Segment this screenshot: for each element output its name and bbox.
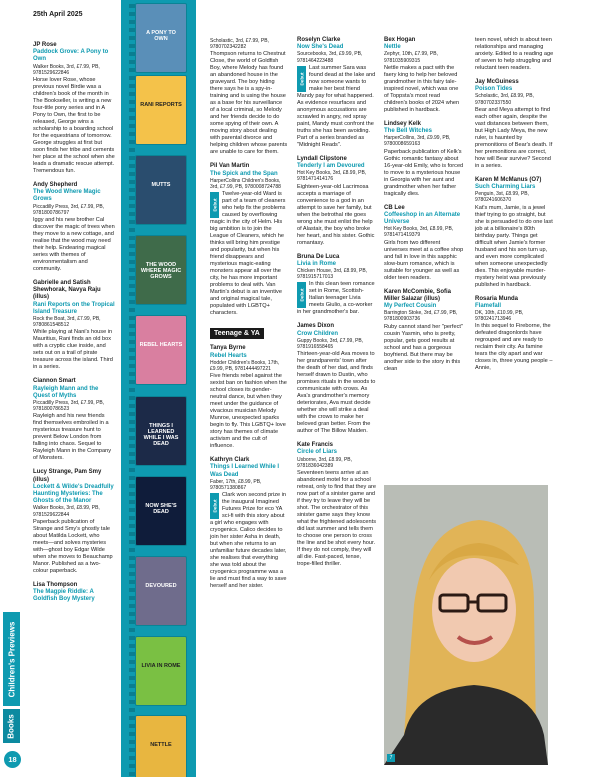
column-5 xyxy=(475,37,555,379)
book-review-body: In this clean teen romance set in Rome, Scottish-Italian teenager Livia meets Giulio, a co-worker in her grandmother's bar. xyxy=(297,281,375,316)
book-author: Andy Shepherd xyxy=(33,182,78,189)
book-review-entry xyxy=(33,469,115,574)
book-review-body: Thompson returns to Chestnut Close, the world of Goldfish Boy, where Melody has found an abandoned house in the graveyard. The boy hiding there says he is a spy-in-training and is using the house as a base for his surveillance of a local criminal, so Melody and her friends decide to do some spying of their own. A moving story about dealing with parental divorce and helping children whose parents are unable to care for them. xyxy=(210,51,288,156)
book-review-text xyxy=(33,77,115,175)
book-review-text xyxy=(475,37,555,72)
page-number: 18 xyxy=(4,751,21,768)
book-author: Kathryn Clark xyxy=(210,457,250,464)
book-review-body: Nettle makes a pact with the faery king to help her beloved grandmother in this fairy tale-inspired novel, which was one of Toppsta's most read children's books of 2024 when published in hardback. xyxy=(384,64,460,113)
book-author: Gabrielle and Satish Shewhorak, Navya Raju (illus) xyxy=(33,280,101,301)
book-title[interactable]: Coffeeshop in an Alternate Universe xyxy=(384,211,461,226)
book-review-entry xyxy=(297,156,376,247)
book-review-entry xyxy=(384,121,464,198)
book-title[interactable]: Livia in Rome xyxy=(297,260,337,267)
book-review-text xyxy=(210,492,288,590)
book-review-text xyxy=(384,149,464,198)
book-cover xyxy=(136,716,186,777)
book-review-entry xyxy=(297,323,376,435)
book-author: Lyndall Clipstone xyxy=(297,155,347,162)
book-review-entry xyxy=(33,378,115,462)
book-publication-details: HarperCollins Children's Books, 3rd, £7.99, PB, 9780008724788 xyxy=(210,177,281,191)
book-review-entry xyxy=(297,37,376,149)
debut-badge: Debut xyxy=(297,66,306,92)
debut-badge: Debut xyxy=(210,493,219,519)
book-author: Tanya Byrne xyxy=(210,345,246,352)
book-review-body: Paperback publication of Strange and Smy's ghostly tale about Matilda Lockett, who meets—and solves mysteries with—ghost boy Edgar Wilde when she moves to Beauchamp Manor. Published as a two-colour paperback. xyxy=(33,518,113,574)
book-review-text xyxy=(297,470,376,568)
book-review-entry xyxy=(475,177,555,289)
book-cover-title: DEVOURED xyxy=(145,583,177,589)
book-review-body: Kat's mum, Jamie, is a jewel thief trying to go straight, but she is persuaded to do one last job at a billionaire's 80th birthday party. Things get difficult when Jamie's former husband and his son turn up, and even more complicated when someone unexpectedly dies. This enjoyable murder-mystery heist was previously published in hardback. xyxy=(475,204,553,288)
book-review-entry xyxy=(210,345,288,450)
book-review-text xyxy=(475,323,555,372)
book-publication-details: Walker Books, 3rd, £7.99, PB, 9781529622846 xyxy=(33,63,100,76)
book-review-body: Eighteen-year-old Lacrimosa accepts a marriage of convenience to a god in an attempt to save her family, but when the betrothal rite goes wrong she must enlist the help of Alastair, the boy who broke her heart, and his sister. Gothic romantasy. xyxy=(297,183,375,246)
book-review-text xyxy=(384,324,464,373)
book-review-text xyxy=(297,184,376,247)
book-title[interactable]: Such Charming Liars xyxy=(475,184,536,191)
book-review-body: Five friends rebel against the sexist ban on fashion when the school closes its gender-neutral dance, but when they meet under the guidance of vivacious musician Melody Munroe, unexpected sparks begin to fly. This LGBTQ+ love story has themes of climate activism and the cult of influence. xyxy=(210,373,287,450)
book-cover-title: NETTLE xyxy=(150,742,172,748)
book-review-body: Thirteen-year-old Ava moves to her grandparents' town after the death of her dad, and finds herself drawn to Dustin, who promises rituals in the woods to communicate with crows. As Ava's grandmother's memory deteriorates, Ava must decide whether she will strike a deal with the crows to make her beloved gran better. From the author of The Billow Maiden. xyxy=(297,351,376,435)
book-cover-title: LIVIA IN ROME xyxy=(141,663,181,669)
book-review-body: Bear and Meya attempt to find each other again, despite the vast distances between them, but High Lady Meya, the new ruler, is haunted by premonitions of Bear's death. If her premonitions are correct, how will Bear survive? Second in a series. xyxy=(475,106,553,169)
book-publication-details: Guppy Books, 3rd, £7.99, PB, 9781916558465 xyxy=(297,337,364,351)
book-review-entry xyxy=(297,254,376,317)
book-author: Jay McGuiness xyxy=(475,79,519,85)
book-cover-title: REBEL HEARTS xyxy=(139,342,183,348)
book-title[interactable]: Rebel Hearts xyxy=(210,352,247,359)
book-review-text xyxy=(33,519,115,575)
photo-number: 7 xyxy=(387,754,395,762)
book-review-body: Clark won second prize in the inaugural Imagined Futures Prize for eco YA sci-fi with this story about a girl who engages with cryogenics. Calico decides to join her sister Asha in death, but when she returns to an unfamiliar future decades later, she realises that everything she was told about the cryogenics programme was a lie and must find a way to save herself and her sister. xyxy=(210,492,287,590)
book-author: Karen M McManus (O7) xyxy=(475,176,542,183)
book-review-entry xyxy=(33,42,115,175)
book-title[interactable]: The Bell Witches xyxy=(384,128,432,135)
book-review-body: While playing at Nani's house in Mauritius, Rani finds an old box with a cryptic clue inside, and sets out on a trail of pirate treasure across the island. Third in a series. xyxy=(33,329,113,371)
book-author: Lindsey Kelk xyxy=(384,120,422,127)
book-review-entry xyxy=(33,280,115,371)
book-publication-details: Walker Books, 3rd, £8.99, PB, 9781529622844 xyxy=(33,505,100,518)
book-cover-title: MUTTS xyxy=(151,182,171,188)
book-review-body: Paperback publication of Kelk's Gothic romantic fantasy about 16-year-old Emily, who is forced to move to a mysterious house in Georgia with her aunt and grandmother when her father tragically dies. xyxy=(384,148,464,197)
book-review-entry xyxy=(384,37,464,114)
book-title[interactable]: The Wood Where Magic Grows xyxy=(33,189,101,203)
book-review-text xyxy=(384,65,464,114)
book-review-body: Ruby cannot stand her "perfect" cousin Yasmin, who is pretty, popular, gets good results at school and has a gorgeous boyfriend. But there may be another side to the story in this clean xyxy=(384,323,463,372)
book-title[interactable]: The Magpie Riddle: A Goldfish Boy Mystery xyxy=(33,589,95,603)
section-tab-books[interactable]: Books xyxy=(3,709,20,743)
book-review-text xyxy=(384,240,464,282)
book-author: Roselyn Clarke xyxy=(297,37,341,43)
book-author: JP Rose xyxy=(33,42,57,48)
book-review-body: Iggy and his new brother Cal discover the magic of trees when they move to a new cottage, and realise that the wood may need their help. Endearing magical series with themes of environmentalism and community. xyxy=(33,217,115,273)
issue-date: 25th April 2025 xyxy=(33,11,83,18)
book-review-entry xyxy=(384,289,464,373)
book-cover-title: THINGS I LEARNED WHILE I WAS DEAD xyxy=(143,423,179,447)
book-review-text xyxy=(297,351,376,435)
book-cover xyxy=(136,76,186,144)
book-review-entry xyxy=(210,457,288,590)
book-review-text xyxy=(33,413,115,462)
book-cover-title: NOW SHE'S DEAD xyxy=(145,503,177,515)
book-review-entry xyxy=(475,37,555,72)
book-title[interactable]: Flamefall xyxy=(475,302,502,309)
book-title[interactable]: My Perfect Cousin xyxy=(384,303,437,310)
column-1 xyxy=(33,42,115,611)
book-title[interactable]: Crow Children xyxy=(297,330,339,337)
author-photo xyxy=(384,485,548,765)
book-author: CB Lee xyxy=(384,204,405,211)
book-title[interactable]: Things I Learned While I Was Dead xyxy=(210,464,280,478)
book-review-entry xyxy=(210,38,288,156)
book-review-body: teen novel, which is about teen relationships and managing anxiety. Edited to a reading age of seven to help struggling and reluctant teen readers. xyxy=(475,37,554,71)
portrait-illustration xyxy=(384,485,548,765)
book-author: Pil Van Martin xyxy=(210,163,250,170)
book-author: James Dixon xyxy=(297,323,335,330)
book-title[interactable]: Tenderly I am Devoured xyxy=(297,163,365,170)
book-publication-details: Zephyr, 10th, £7.99, PB, 9781035909315 xyxy=(384,51,438,64)
book-cover xyxy=(136,637,186,705)
book-author: Bex Hogan xyxy=(384,37,416,43)
book-title[interactable]: The Spick and the Span xyxy=(210,170,278,177)
book-cover xyxy=(136,4,186,72)
book-cover xyxy=(136,236,186,304)
book-publication-details: Chicken House, 3rd, £8.99, PB, 9781915717013 xyxy=(297,268,368,281)
book-author: Bruna De Luca xyxy=(297,253,340,260)
book-review-text xyxy=(33,329,115,371)
section-tab-childrens-previews[interactable]: Children's Previews xyxy=(3,612,20,706)
book-review-entry xyxy=(297,442,376,568)
book-review-body: Horse lover Rose, whose previous novel Birdie was a children's book of the month in The Bookseller, is writing a new four-title pony series and in A Pony to Own, the first to be released, George wins a scholarship to a boarding school for the equestrians of tomorrow. George struggles at first but soon finds her tribe and cements her place at the school when she leads a dramatic rescue attempt. Tremendous fun. xyxy=(33,77,115,175)
book-author: Lucy Strange, Pam Smy (illus) xyxy=(33,469,102,483)
book-title[interactable]: Circle of Liars xyxy=(297,449,338,456)
book-cover-title: RANI REPORTS xyxy=(140,102,182,108)
book-cover xyxy=(136,316,186,384)
book-publication-details: Hodder Children's Books, 17th, £9.99, PB, 9781444497221 xyxy=(210,359,280,372)
book-review-entry xyxy=(33,582,115,604)
debut-badge: Debut xyxy=(210,192,219,218)
book-publication-details: Rock the Boat, 3rd, £7.99, PB, 9780861548512 xyxy=(33,316,101,329)
book-publication-details: Barrington Stoke, 3rd, £7.99, PB, 9781800903736 xyxy=(384,310,458,323)
debut-badge: Debut xyxy=(297,282,306,308)
book-publication-details: DK, 10th, £10.99, PB, 9780241713946 xyxy=(475,310,524,323)
book-cover xyxy=(136,397,186,465)
book-title[interactable]: Nettle xyxy=(384,44,401,51)
book-review-entry xyxy=(33,182,115,273)
section-heading: Teenage & YA xyxy=(210,328,264,339)
book-publication-details: Faber, 17th, £8.99, PB, 9780571380867 xyxy=(210,478,262,491)
book-review-entry xyxy=(210,163,288,317)
book-title[interactable]: Paddock Grove: A Pony to Own xyxy=(33,49,109,63)
book-title[interactable]: Now She's Dead xyxy=(297,44,344,51)
book-review-body: Rayleigh and his new friends find themselves embroiled in a mysterious treasure hunt to prevent Below London from falling into chaos. Sequel to Rayleigh Mann in the Company of Monsters. xyxy=(33,413,112,462)
book-review-text xyxy=(210,191,288,317)
book-publication-details: Penguin, 3st, £8.99, PB, 9780241606370 xyxy=(475,191,529,204)
book-review-text xyxy=(210,373,288,450)
book-cover-title: A PONY TO OWN xyxy=(146,30,176,42)
book-cover xyxy=(136,156,186,224)
book-publication-details: Piccadilly Press, 3rd, £7.99, PB, 9781800786523 xyxy=(33,400,105,413)
book-publication-details: Hot Key Books, 3rd, £8.99, PB, 9781471414176 xyxy=(297,170,367,183)
book-publication-details: Scholastic, 3rd, £7.99, PB, 9780702342282 xyxy=(210,38,269,51)
book-review-entry xyxy=(475,296,555,373)
book-cover xyxy=(136,477,186,545)
column-3 xyxy=(297,37,376,575)
book-publication-details: Piccadilly Press, 3rd, £7.99, PB, 9781800786797 xyxy=(33,203,105,216)
book-review-entry xyxy=(384,205,464,282)
book-review-text xyxy=(475,107,555,170)
book-cover-title: THE WOOD WHERE MAGIC GROWS xyxy=(140,262,182,280)
column-4 xyxy=(384,37,464,380)
column-2 xyxy=(210,38,288,597)
book-publication-details: Sourcebooks, 3rd, £9.99, PB, 9781464223488 xyxy=(297,51,363,64)
book-review-body: Seventeen teens arrive at an abandoned motel for a school retreat, only to find that they are now part of a sinister game and if they try to leave they will be shot. The orchestrator of this sinister game says they know what the frightened adolescents did last summer and tells them to choose one person to cross the line and be shot every hour. If they do not comply, they will all die. Fast-paced, tense, trope-filled thriller. xyxy=(297,470,376,568)
book-author: Kate Francis xyxy=(297,442,334,449)
book-review-text xyxy=(297,65,376,149)
book-publication-details: Usborne, 3rd, £8.99, PB, 9781836042389 xyxy=(297,456,353,469)
book-review-text xyxy=(33,217,115,273)
book-review-body: Last summer Sara was found dead at the lake and now someone wants to make her best friend Mandy pay for what happened. As evidence resurfaces and anonymous accusations are scrawled in angry, red spray paint, Mandy must confront the truths she has been avoiding. Part of a series branded as "Midnight Reads". xyxy=(297,64,376,148)
book-title[interactable]: Lockett & Wilde's Dreadfully Haunting Mysteries: The Ghosts of the Manor xyxy=(33,483,114,505)
book-publication-details: HarperCollins, 3rd, £9.99, PB, 9780008659163 xyxy=(384,135,451,148)
book-publication-details: Hot Key Books, 3rd, £8.99, PB, 9781471419379 xyxy=(384,226,454,239)
book-title[interactable]: Rani Reports on the Tropical Island Treasure xyxy=(33,301,115,315)
book-author: Karen McCombie, Sofia Miller Salazar (illus) xyxy=(384,288,452,302)
book-review-body: In this sequel to Fireborne, the defeated dragonlords have regrouped and are ready to reclaim their city. As famine tears the city apart and war closes in, three young people – Annie, xyxy=(475,323,553,372)
book-author: Lisa Thompson xyxy=(33,581,78,588)
book-author: Rosaria Munda xyxy=(475,295,519,302)
book-cover xyxy=(136,557,186,625)
book-title[interactable]: Rayleigh Mann and the Quest of Myths xyxy=(33,385,99,399)
book-review-text xyxy=(210,51,288,156)
book-review-body: Twelve-year-old Ward is part of a team of cleaners who help fix the problems caused by overflowing magic in the city of Helm. His big ambition is to join the League of Cleaners, which he thinks will bring him prestige and popularity, but when his friend disappears and mysterious magic-eating monsters appear all over the city, he has more important problems to deal with. Van Martin's debut is an inventive and original magical tale, populated with LGBTQ+ characters. xyxy=(210,191,286,317)
book-review-body: Girls from two different universes meet at a coffee shop and fall in love in this sapphic slow-burn romance, which is suitable for younger as well as older teen readers. xyxy=(384,239,464,281)
book-review-entry xyxy=(475,79,555,170)
book-review-text xyxy=(297,281,376,316)
book-title[interactable]: Poison Tides xyxy=(475,86,513,93)
book-author: Ciannon Smart xyxy=(33,378,76,385)
book-publication-details: Scholastic, 3rd, £8.99, PB, 9780702337550 xyxy=(475,93,534,106)
book-review-text xyxy=(475,205,555,289)
